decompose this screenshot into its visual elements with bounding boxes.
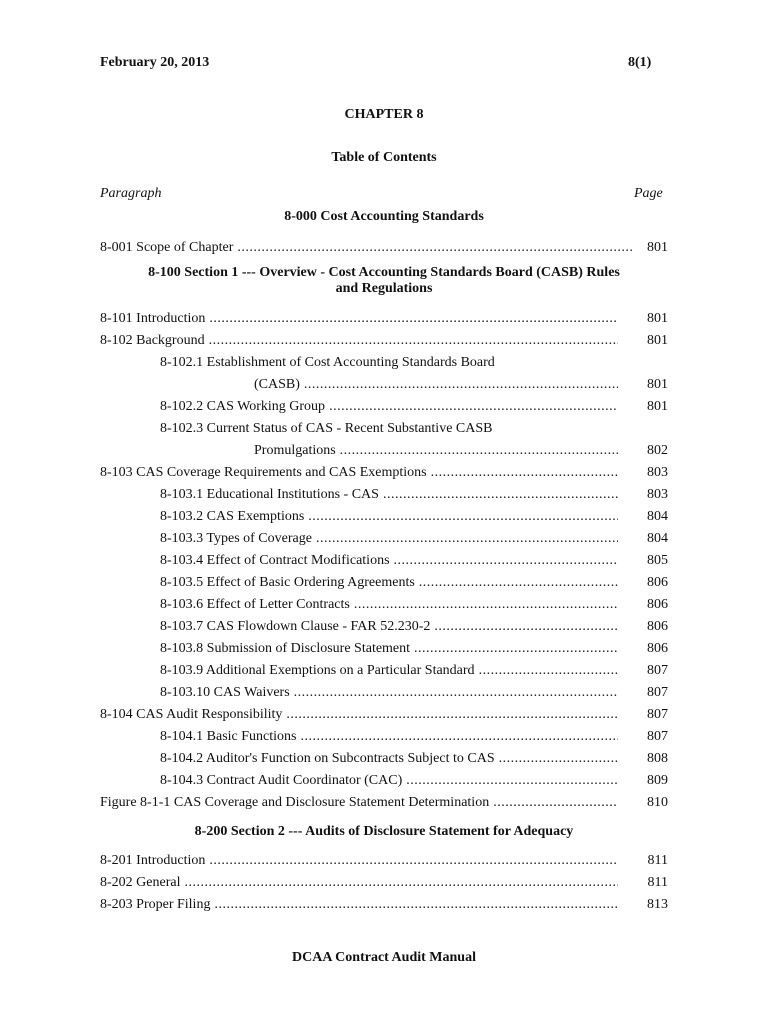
toc-entry[interactable] xyxy=(160,573,668,593)
chapter-title: CHAPTER 8 xyxy=(344,107,424,122)
toc-entry[interactable] xyxy=(160,771,668,791)
toc-entry[interactable] xyxy=(160,529,668,549)
toc-entry-page: 801 xyxy=(647,377,668,392)
toc-entry-page: 807 xyxy=(647,663,668,678)
toc-entry-label: 8-103.7 CAS Flowdown Clause - FAR 52.230-2 ..... xyxy=(160,617,618,637)
toc-entry[interactable] xyxy=(100,463,668,483)
toc-entry-page: 813 xyxy=(647,897,668,912)
toc-entry[interactable] xyxy=(160,727,668,747)
toc-entry-page: 803 xyxy=(647,465,668,480)
toc-entry[interactable] xyxy=(160,595,668,615)
column-header-paragraph: Paragraph xyxy=(100,186,162,201)
toc-entry-page: 804 xyxy=(647,509,668,524)
toc-entry-label: 8-104.2 Auditor's Function on Subcontracts Subject to CAS ..... xyxy=(160,749,618,769)
toc-entry-page: 803 xyxy=(647,487,668,502)
toc-entry-page: 808 xyxy=(647,751,668,766)
toc-entry-page: 801 xyxy=(647,333,668,348)
toc-entry-label: 8-203 Proper Filing ..... xyxy=(100,895,618,915)
section-heading-8-200: 8-200 Section 2 --- Audits of Disclosure Statement for Adequacy xyxy=(194,824,574,839)
toc-entry-page: 801 xyxy=(647,399,668,414)
toc-entry-label: 8-103.9 Additional Exemptions on a Particular Standard ..... xyxy=(160,661,618,681)
header-date: February 20, 2013 xyxy=(100,55,210,70)
toc-entry[interactable] xyxy=(100,851,668,871)
section-heading-8-000: 8-000 Cost Accounting Standards xyxy=(284,209,484,224)
toc-entry[interactable] xyxy=(160,617,668,637)
section-heading-8-100-line2: and Regulations xyxy=(335,281,433,296)
toc-entry-label: 8-201 Introduction ..... xyxy=(100,851,618,871)
toc-entry-label: 8-103.5 Effect of Basic Ordering Agreements ..... xyxy=(160,573,618,593)
toc-entry-figure[interactable] xyxy=(100,793,668,813)
toc-entry-page: 807 xyxy=(647,685,668,700)
toc-entry-label: 8-102 Background ..... xyxy=(100,331,618,351)
toc-entry-page: 807 xyxy=(647,729,668,744)
toc-entry[interactable] xyxy=(160,551,668,571)
toc-entry-page: 801 xyxy=(647,311,668,326)
toc-entry-label: 8-103 CAS Coverage Requirements and CAS Exemptions ..... xyxy=(100,463,618,483)
toc-entry[interactable] xyxy=(254,375,668,395)
toc-entry[interactable] xyxy=(160,749,668,769)
toc-entry-label: 8-103.1 Educational Institutions - CAS ..... xyxy=(160,485,618,505)
toc-entry[interactable] xyxy=(160,683,668,703)
toc-entry-label: 8-202 General ..... xyxy=(100,873,618,893)
toc-entry-page: 806 xyxy=(647,641,668,656)
toc-entry-label: 8-103.3 Types of Coverage ..... xyxy=(160,529,618,549)
toc-entry-label-first-line: 8-102.1 Establishment of Cost Accounting Standards Board xyxy=(160,355,495,370)
toc-entry-page: 802 xyxy=(647,443,668,458)
toc-entry[interactable] xyxy=(100,873,668,893)
toc-entry-label: 8-103.4 Effect of Contract Modifications ..... xyxy=(160,551,618,571)
toc-entry-label: 8-103.10 CAS Waivers ..... xyxy=(160,683,618,703)
section-heading-8-100-line1: 8-100 Section 1 --- Overview - Cost Accounting Standards Board (CASB) Rules xyxy=(148,265,620,280)
header-page-code: 8(1) xyxy=(628,55,652,70)
toc-entry-page: 806 xyxy=(647,597,668,612)
column-header-page: Page xyxy=(634,186,663,201)
toc-entry-label: 8-104.1 Basic Functions ..... xyxy=(160,727,618,747)
footer-title: DCAA Contract Audit Manual xyxy=(292,950,476,965)
toc-entry-label: 8-102.2 CAS Working Group ..... xyxy=(160,397,618,417)
toc-entry-page: 810 xyxy=(647,795,668,810)
toc-entry-label: 8-103.2 CAS Exemptions ..... xyxy=(160,507,618,527)
toc-entry[interactable] xyxy=(160,507,668,527)
toc-entry-page: 811 xyxy=(647,875,668,890)
toc-entry-label: 8-104.3 Contract Audit Coordinator (CAC) ..... xyxy=(160,771,618,791)
toc-entry-label: 8-104 CAS Audit Responsibility ..... xyxy=(100,705,618,725)
toc-entry[interactable] xyxy=(100,705,668,725)
toc-entry-label: Promulgations ..... xyxy=(254,441,618,461)
toc-entry[interactable] xyxy=(254,441,668,461)
toc-entry[interactable] xyxy=(100,309,668,329)
toc-entry[interactable] xyxy=(100,895,668,915)
toc-entry-page: 806 xyxy=(647,619,668,634)
toc-title: Table of Contents xyxy=(331,150,437,165)
toc-entry[interactable] xyxy=(160,661,668,681)
toc-entry-page: 801 xyxy=(647,240,668,255)
toc-entry-page: 806 xyxy=(647,575,668,590)
toc-entry-label: (CASB) ..... xyxy=(254,375,618,395)
toc-entry-page: 807 xyxy=(647,707,668,722)
toc-entry-page: 811 xyxy=(647,853,668,868)
toc-entry-label: Figure 8-1-1 CAS Coverage and Disclosure Statement Determination ..... xyxy=(100,793,618,813)
toc-entry[interactable] xyxy=(100,238,668,258)
toc-entry-label: 8-103.8 Submission of Disclosure Statement ..... xyxy=(160,639,618,659)
toc-entry-label: 8-103.6 Effect of Letter Contracts ..... xyxy=(160,595,618,615)
toc-entry-label-first-line: 8-102.3 Current Status of CAS - Recent Substantive CASB xyxy=(160,421,493,436)
toc-entry-page: 804 xyxy=(647,531,668,546)
toc-entry[interactable] xyxy=(160,397,668,417)
toc-entry[interactable] xyxy=(160,639,668,659)
toc-entry-label: 8-001 Scope of Chapter ..... xyxy=(100,238,634,258)
toc-entry[interactable] xyxy=(100,331,668,351)
toc-entry[interactable] xyxy=(160,485,668,505)
toc-entry-page: 805 xyxy=(647,553,668,568)
toc-entry-page: 809 xyxy=(647,773,668,788)
toc-entry-label: 8-101 Introduction ..... xyxy=(100,309,618,329)
